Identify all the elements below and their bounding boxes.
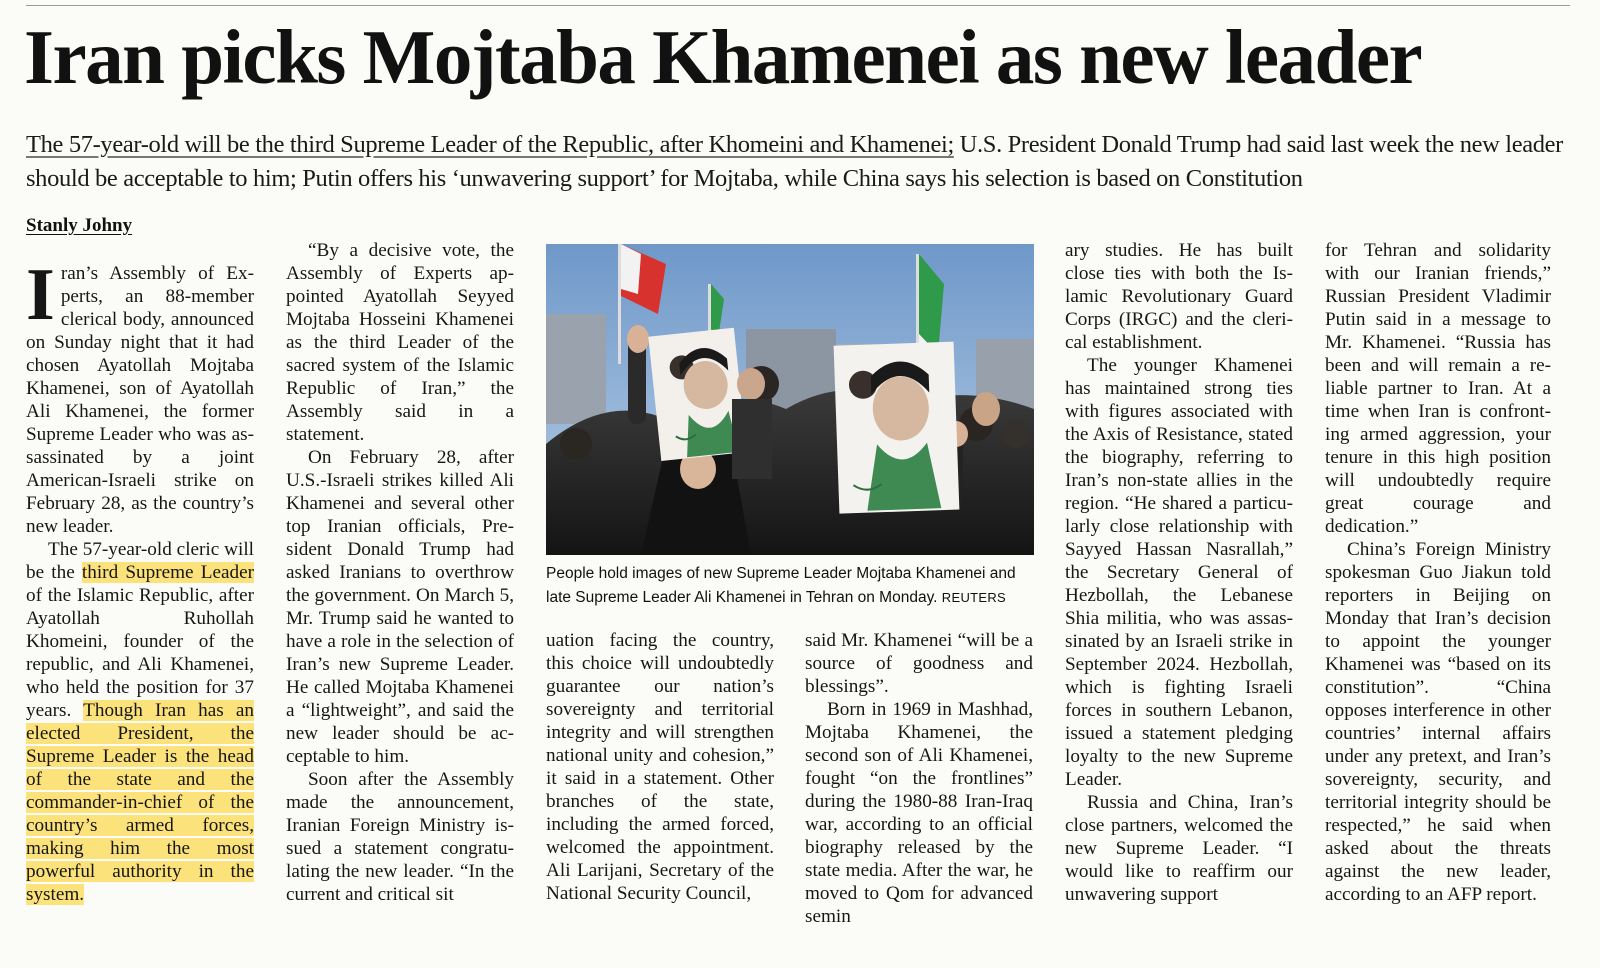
caption-text: People hold images of new Supreme Leader Mojtaba Khamenei and late Supreme Leader Ali Khamenei in Tehran on Monday.: [546, 565, 1016, 606]
paragraph: uation facing the country, this choice will undoubtedly guarantee our nation’s sovereignty and territorial integrity and will strengthen national unity and cohesion,” it said in a statement. Other branches of the state, including the armed forced, welcomed the appointment. Ali Larijani, Secretary of the National Security Council,: [546, 630, 774, 904]
headline: Iran picks Mojtaba Khamenei as new leader: [24, 14, 1422, 100]
paragraph: [26, 254, 254, 538]
paragraph: On February 28, after U.S.-Israeli strikes killed Ali Khamenei and several other top Iranian officials, President Donald Trump had asked Iranians to overthrow the government. On March 5, Mr. Trump said he wanted to have a role in the selection of Iran’s new Supreme Leader. He called Mojtaba Khamenei a “lightweight”, and said the new leader should be acceptable to him.: [286, 447, 514, 767]
body-column-1: [26, 254, 254, 906]
paragraph: for Tehran and solidarity with our Iranian friends,” Russian President Vladimir Putin said in a message to Mr. Khamenei. “Russia has been and will remain a reliable partner to Iran. At a time when Iran is confronting armed aggression, your tenure in this high position will undoubtedly require great courage and dedication.”: [1325, 240, 1551, 537]
body-column-6: [1325, 239, 1551, 906]
photo-caption: [546, 562, 1036, 610]
body-column-3: [546, 629, 774, 905]
top-rule: [26, 5, 1570, 6]
deck-underlined: The 57-year-old will be the third Supreme Leader of the Republic, after Khomeini and Khamenei;: [26, 131, 954, 158]
paragraph: China’s Foreign Ministry spokesman Guo Jiakun told reporters in Beijing on Monday that Iran’s decision to appoint the younger Khamenei was “based on its constitution”. “China opposes interference in other countries’ internal affairs under any pretext, and Iran’s sovereignty, security, and territorial integrity should be respected,” he said when asked about the threats against the new leader, according to an AFP report.: [1325, 539, 1551, 905]
news-photo[interactable]: [546, 244, 1034, 555]
drop-cap: I: [26, 254, 55, 336]
paragraph-text: of the Islamic Republic, after Ayatollah Ruhollah Khomeini, founder of the republic, and Ali Khamenei, who held the position for 37 years.: [26, 585, 254, 721]
paragraph-text: ran’s Assembly of Experts, an 88-member clerical body, announced on Sunday night that it had chosen Ayatollah Mojtaba Khamenei, son of Ayatollah Ali Khamenei, the former Supreme Leader who was assassinated by a joint American-Israeli strike on February 28, as the country’s new leader.: [26, 263, 254, 537]
deck-rest: U.S. President Donald Trump had said last week the new leader should be acceptable to him; Putin offers his ‘unwavering support’ for Mojtaba, while China says his selection is based on Constitution: [26, 131, 1563, 192]
paragraph: The younger Khamenei has maintained strong ties with figures associated with the Axis of Resistance, stated the biography, referring to Iran’s non-state allies in the region. “He shared a particularly close relationship with Sayyed Hassan Nasrallah,” the Secretary General of Hezbollah, the Lebanese Shia militia, who was assassinated by an Israeli strike in September 2024. Hezbollah, which is fighting Israeli forces in southern Lebanon, issued a statement pledging loyalty to the new Supreme Leader.: [1065, 355, 1293, 790]
paragraph: [26, 538, 254, 906]
body-column-4: [805, 629, 1033, 928]
photo-credit: REUTERS: [941, 590, 1007, 605]
photo-illustration: [546, 244, 1034, 555]
byline[interactable]: Stanly Johny: [26, 215, 133, 236]
paragraph: said Mr. Khamenei “will be a source of goodness and blessings”.: [805, 630, 1033, 697]
paragraph: Born in 1969 in Mashhad, Mojtaba Khamenei, the second son of Ali Khamenei, fought “on the frontlines” during the 1980-88 Iran-Iraq war, according to an official biography released by the state media. After the war, he moved to Qom for advanced semin: [805, 699, 1033, 927]
paragraph: ary studies. He has built close ties with both the Islamic Revolutionary Guard Corps (IRGC) and the clerical establishment.: [1065, 240, 1293, 353]
paragraph-text: The 57-year-old cleric will be the: [26, 539, 254, 583]
body-column-5: [1065, 239, 1293, 906]
highlighted-text: Though Iran has an elected President, the Supreme Leader is the head of the state and the commander-in-chief of the country’s armed forces, making him the most powerful authority in the system.: [26, 700, 254, 905]
deck: [26, 128, 1571, 196]
body-column-2: [286, 239, 514, 906]
highlighted-text: third Supreme Leader: [81, 562, 254, 583]
paragraph: Russia and China, Iran’s close partners, welcomed the new Supreme Leader. “I would like to reaffirm our unwavering support: [1065, 792, 1293, 905]
paragraph: Soon after the Assembly made the announcement, Iranian Foreign Ministry issued a statement congratulating the new leader. “In the current and critical sit: [286, 769, 514, 905]
paragraph: “By a decisive vote, the Assembly of Experts appointed Ayatollah Seyyed Mojtaba Hosseini Khamenei as the third Leader of the sacred system of the Islamic Republic of Iran,” the Assembly said in a statement.: [286, 240, 514, 445]
